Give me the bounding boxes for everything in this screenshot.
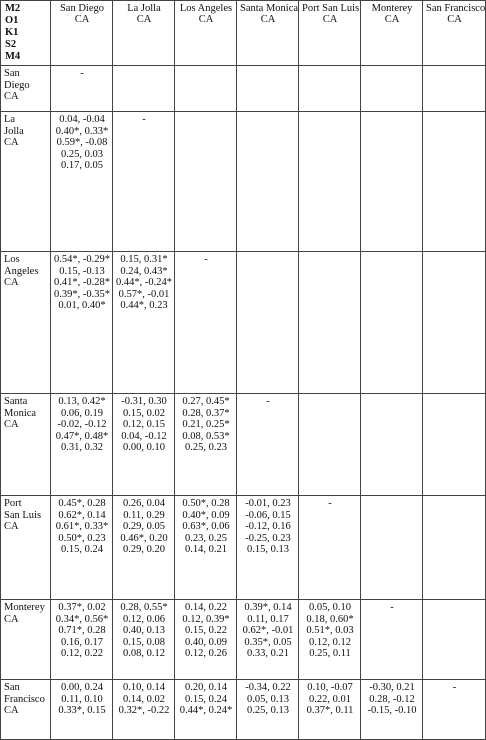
column-header-san-francisco: San Francisco CA [423,1,486,66]
table-cell [423,394,486,496]
row-header-label: Francisco [4,693,45,705]
correlation-value: 0.05, 0.13 [247,693,289,705]
correlation-value: -0.02, -0.12 [57,419,107,430]
correlation-value: 0.27, 0.45* [182,396,230,407]
correlation-value: -0.34, 0.22 [245,682,291,693]
table-row [1,680,486,740]
table-cell [237,66,299,112]
correlation-value: 0.26, 0.04 [123,498,165,509]
correlation-value: 0.47*, 0.48* [55,430,109,442]
diagonal-dash: - [390,602,394,613]
table-row [1,112,486,252]
correlation-value: 0.15, 0.22 [185,625,227,636]
table-cell [237,394,299,496]
correlation-value: 0.15, -0.13 [59,265,105,277]
correlation-value: 0.08, 0.12 [123,648,165,659]
row-header-label: CA [4,277,19,288]
correlation-value: 0.54*, -0.29* [54,254,110,265]
row-header [1,600,51,680]
correlation-value: 0.39*, -0.35* [54,288,110,300]
correlation-value: -0.30, 0.21 [369,682,415,693]
table-cell [113,680,175,740]
row-header-label: San [4,682,20,693]
correlation-value: 0.37*, 0.02 [58,602,106,613]
table-cell [237,112,299,252]
row-header-label: CA [4,613,19,625]
table-cell [175,66,237,112]
header-row [1,1,486,66]
table-cell [361,66,423,112]
correlation-value: 0.44*, 0.23 [120,300,168,311]
table-cell [299,496,361,600]
correlation-value: 0.15, 0.24 [61,544,103,555]
correlation-value: 0.51*, 0.03 [306,625,354,636]
correlation-value: -0.12, 0.16 [245,521,291,532]
correlation-value: 0.57*, -0.01 [118,288,170,300]
table-cell [361,112,423,252]
table-cell [113,252,175,394]
correlation-value: 0.05, 0.10 [309,602,351,613]
table-cell [113,496,175,600]
correlation-value: -0.31, 0.30 [121,396,167,407]
table-cell [175,496,237,600]
column-header-san-diego: San Diego CA [51,1,113,66]
correlation-value: -0.15, -0.10 [367,705,417,716]
row-header [1,66,51,112]
table-cell [237,496,299,600]
correlation-value: 0.08, 0.53* [182,430,230,442]
table-cell [175,680,237,740]
correlation-value: 0.16, 0.17 [61,636,103,648]
table-cell [175,600,237,680]
correlation-value: 0.40, 0.13 [123,625,165,636]
table-cell [113,112,175,252]
table-row [1,394,486,496]
constituent-labels [1,1,51,66]
table-row [1,66,486,112]
table-row [1,496,486,600]
correlation-value: 0.00, 0.10 [123,442,165,453]
correlation-value: 0.11, 0.29 [123,509,165,521]
row-header-label: La [4,114,16,125]
table-cell [51,252,113,394]
correlation-value: 0.62*, 0.14 [58,509,106,521]
correlation-value: 0.28, 0.37* [182,407,230,419]
table-cell [299,680,361,740]
table-cell [423,496,486,600]
correlation-value: 0.21, 0.25* [182,419,230,430]
correlation-value: 0.50*, 0.28 [182,498,230,509]
table-cell [299,600,361,680]
table-cell [51,496,113,600]
correlation-value: 0.25, 0.13 [247,705,289,716]
constituent-label: M4 [5,51,21,62]
correlation-value: 0.04, -0.04 [59,114,105,125]
correlation-value: 0.00, 0.24 [61,682,103,693]
table-cell [113,66,175,112]
row-header-label: San [4,68,20,79]
correlation-value: 0.12, 0.26 [185,648,227,659]
row-header-label: CA [4,137,19,148]
table-cell [423,252,486,394]
table-cell [175,112,237,252]
diagonal-dash: - [328,498,332,509]
table-cell [113,394,175,496]
correlation-value: -0.25, 0.23 [245,532,291,544]
correlation-value: 0.17, 0.05 [61,160,103,171]
column-header-monterey: Monterey CA [361,1,423,66]
correlation-value: 0.34*, 0.56* [55,613,109,625]
column-header-santa-monica: Santa Monica CA [237,1,299,66]
table-cell [237,252,299,394]
correlation-value: 0.06, 0.19 [61,407,103,419]
row-header [1,680,51,740]
correlation-value: 0.28, -0.12 [369,693,415,705]
table-cell [299,66,361,112]
correlation-value: 0.39*, 0.14 [244,602,292,613]
correlation-value: 0.40*, 0.33* [55,125,109,137]
diagonal-dash: - [142,114,146,125]
row-header-label: San Luis [4,509,42,521]
column-header-los-angeles: Los Angeles CA [175,1,237,66]
constituent-label: M2 [5,3,21,14]
correlation-value: -0.01, 0.23 [245,498,291,509]
row-header-label: CA [4,419,19,430]
correlation-value: 0.15, 0.13 [247,544,289,555]
correlation-value: 0.41*, -0.28* [54,277,110,288]
correlation-value: 0.33, 0.21 [247,648,289,659]
table-cell [51,66,113,112]
row-header-label: Santa [4,396,28,407]
table-row [1,252,486,394]
correlation-value: 0.12, 0.15 [123,419,165,430]
table-cell [113,600,175,680]
correlation-value: 0.62*, -0.01 [242,625,294,636]
table-cell [361,680,423,740]
correlation-value: 0.29, 0.05 [123,521,165,532]
row-header [1,252,51,394]
correlation-value: 0.15, 0.08 [123,636,165,648]
correlation-value: 0.15, 0.31* [120,254,168,265]
correlation-value: 0.61*, 0.33* [55,521,109,532]
table-cell [237,680,299,740]
table-cell [423,66,486,112]
row-header-label: Monica [4,407,37,419]
correlation-value: 0.10, -0.07 [307,682,353,693]
correlation-value: 0.40, 0.09 [185,636,227,648]
row-header-label: Jolla [4,125,24,137]
correlation-value: 0.11, 0.10 [61,693,103,705]
table-cell [361,496,423,600]
correlation-value: 0.12, 0.06 [123,613,165,625]
correlation-value: 0.25, 0.23 [185,442,227,453]
correlation-value: 0.63*, 0.06 [182,521,230,532]
correlation-value: 0.59*, -0.08 [56,137,108,148]
correlation-value: 0.11, 0.17 [247,613,289,625]
correlation-value: 0.71*, 0.28 [58,625,106,636]
correlation-value: 0.44*, -0.24* [116,277,172,288]
constituent-label: O1 [5,15,19,26]
correlation-value: 0.10, 0.14 [123,682,165,693]
table-cell [51,394,113,496]
table-cell [51,600,113,680]
column-header-port-san-luis: Port San Luis CA [299,1,361,66]
row-header-label: CA [4,521,19,532]
table-cell [361,600,423,680]
diagonal-dash: - [452,682,457,693]
row-header-label: Los [4,254,20,265]
row-header-label: Angeles [4,265,39,277]
correlation-value: 0.22, 0.01 [309,693,351,705]
correlation-value: 0.45*, 0.28 [58,498,106,509]
diagonal-dash: - [80,68,84,79]
correlation-value: 0.13, 0.42* [58,396,106,407]
correlation-value: 0.33*, 0.15 [58,705,106,716]
correlation-value: 0.44*, 0.24* [179,705,233,716]
correlation-value: 0.15, 0.02 [123,407,165,419]
constituent-label: K1 [5,27,19,38]
correlation-value: 0.46*, 0.20 [120,532,168,544]
correlation-value: 0.35*, 0.05 [244,636,292,648]
diagonal-dash: - [204,254,208,265]
correlation-value: 0.04, -0.12 [121,430,167,442]
row-header [1,394,51,496]
table-cell [299,252,361,394]
correlation-value: 0.14, 0.02 [123,693,165,705]
table-cell [175,252,237,394]
correlation-value: 0.28, 0.55* [120,602,168,613]
table-cell [423,112,486,252]
correlation-value: 0.40*, 0.09 [182,509,230,521]
table-cell [237,600,299,680]
table-cell [423,680,486,740]
correlation-value: 0.23, 0.25 [185,532,227,544]
table-cell [175,394,237,496]
correlation-value: 0.37*, 0.11 [306,705,354,716]
correlation-value: 0.14, 0.21 [185,544,227,555]
table-cell [299,112,361,252]
table-cell [51,680,113,740]
row-header [1,112,51,252]
correlation-value: 0.14, 0.22 [185,602,227,613]
correlation-value: 0.29, 0.20 [123,544,165,555]
correlation-value: 0.24, 0.43* [120,265,168,277]
table-cell [361,394,423,496]
correlation-value: 0.01, 0.40* [58,300,106,311]
constituent-label: S2 [5,39,17,50]
column-header-la-jolla: La Jolla CA [113,1,175,66]
correlation-value: 0.32*, -0.22 [118,705,170,716]
row-header-label: CA [4,91,19,102]
correlation-value: 0.12, 0.22 [61,648,103,659]
row-header-label: Diego [4,79,30,91]
correlation-value: 0.50*, 0.23 [58,532,106,544]
diagonal-dash: - [266,396,270,407]
row-header [1,496,51,600]
correlation-value: 0.25, 0.11 [309,648,351,659]
correlation-value: 0.31, 0.32 [61,442,103,453]
correlation-value: 0.15, 0.24 [185,693,227,705]
correlation-value: 0.12, 0.39* [182,613,230,625]
table-cell [423,600,486,680]
table-cell [299,394,361,496]
correlation-value: 0.18, 0.60* [306,613,354,625]
row-header-label: Monterey [4,602,45,613]
correlation-value: 0.12, 0.12 [309,636,351,648]
correlation-value: -0.06, 0.15 [245,509,291,521]
correlation-value: 0.20, 0.14 [185,682,227,693]
row-header-label: Port [4,498,22,509]
table-cell [51,112,113,252]
table-cell [361,252,423,394]
table-row [1,600,486,680]
row-header-label: CA [4,705,19,716]
correlation-value: 0.25, 0.03 [61,148,103,160]
